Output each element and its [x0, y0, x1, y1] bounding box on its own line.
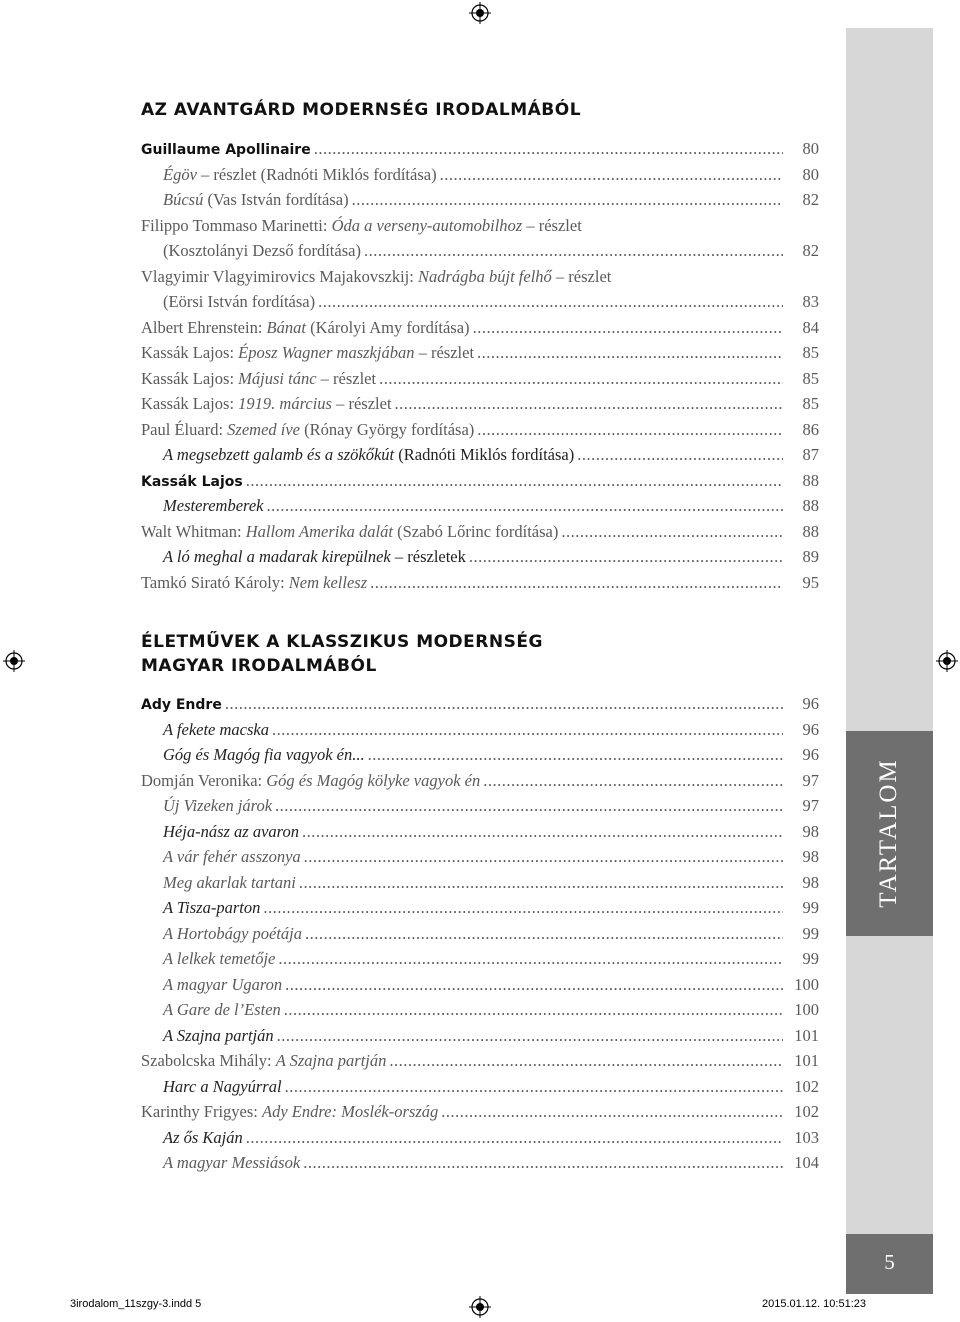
side-tab-label-box: [846, 731, 933, 936]
leader-dots: [299, 870, 783, 896]
toc-entry-title: [163, 972, 282, 998]
work-title: Góg és Magóg fia vagyok én...: [163, 745, 365, 764]
toc-entry-title: [163, 1125, 243, 1151]
toc-entry-title: [163, 921, 302, 947]
toc-page-number: 100: [794, 974, 819, 994]
entry-text: (Eörsi István fordítása): [163, 292, 316, 311]
work-title: Harc a Nagyúrral: [163, 1076, 282, 1096]
page-number: 5: [884, 1250, 895, 1274]
toc-page-number: 82: [802, 190, 819, 209]
toc-page-number: 98: [802, 872, 819, 892]
toc-entry-title: [141, 213, 582, 239]
toc-page-number: 98: [802, 821, 819, 841]
work-title: A magyar Ugaron: [163, 974, 283, 994]
toc-author-heading: Ady Endre: [141, 697, 222, 713]
toc-entry: [141, 1048, 819, 1074]
toc-page-number: 101: [794, 1025, 819, 1045]
toc-entry-title: [163, 187, 349, 213]
entry-text: Kassák Lajos:: [141, 394, 239, 413]
entry-text: – részlet: [414, 343, 475, 362]
leader-dots: [477, 417, 783, 443]
work-title: Ady Endre: Moslék-ország: [262, 1102, 439, 1121]
entry-text: (Kosztolányi Dezső fordítása): [163, 241, 361, 260]
toc-list: [141, 136, 819, 595]
toc-entry: [141, 366, 819, 392]
toc-page-number: 88: [802, 496, 819, 515]
leader-dots: [577, 442, 783, 468]
toc-page-number: 102: [794, 1076, 819, 1096]
leader-dots: [364, 238, 783, 264]
leader-dots: [483, 768, 783, 794]
registration-mark-icon: [936, 650, 958, 672]
toc-page-number: 88: [802, 521, 819, 541]
work-title: Égöv: [163, 164, 197, 184]
toc-entry-title: [163, 442, 574, 468]
toc-entry: [141, 570, 819, 596]
entry-text: – részlet: [316, 368, 377, 388]
leader-dots: [303, 1150, 783, 1176]
work-title: Búcsú: [163, 190, 204, 209]
toc-page-number: 102: [794, 1102, 819, 1121]
section-heading: AZ AVANTGÁRD MODERNSÉG IRODALMÁBÓL: [141, 100, 582, 120]
toc-entry-title: [163, 1023, 274, 1049]
work-title: Májusi tánc: [238, 368, 317, 388]
leader-dots: [368, 742, 783, 768]
toc-entry: [141, 921, 819, 947]
entry-text: – részlet: [522, 215, 582, 235]
leader-dots: [441, 1099, 783, 1125]
toc-entry-title: [163, 946, 275, 972]
work-title: A Gare de l’Esten: [163, 1000, 281, 1019]
work-title: Bánat: [266, 317, 306, 337]
toc-entry: [141, 315, 819, 341]
leader-dots: [477, 340, 783, 366]
toc-page-number: 100: [794, 1000, 819, 1019]
toc-entry: [141, 972, 819, 998]
leader-dots: [263, 895, 783, 921]
entry-text: Vlagyimir Vlagyimirovics Majakovszkij:: [141, 266, 418, 286]
work-title: Héja-nász az avaron: [163, 821, 299, 841]
toc-entry: [141, 1023, 819, 1049]
leader-dots: [379, 366, 783, 392]
entry-text: – részlet (Radnóti Miklós fordítása): [196, 164, 437, 184]
toc-entry: [141, 238, 819, 264]
toc-entry-title: [163, 1074, 282, 1100]
work-title: Hallom Amerika dalát: [245, 521, 393, 541]
leader-dots: [272, 717, 783, 743]
toc-entry-title: [163, 844, 301, 870]
toc-entry: [141, 819, 819, 845]
toc-page-number: 96: [802, 694, 819, 713]
leader-dots: [246, 1125, 783, 1151]
toc-entry-title: [141, 1048, 386, 1074]
side-tab-label: TARTALOM: [875, 758, 902, 908]
toc-page-number: 103: [794, 1127, 819, 1147]
toc-entry: [141, 1074, 819, 1100]
work-title: Az ős Kaján: [163, 1127, 243, 1147]
work-title: A magyar Messiások: [163, 1153, 301, 1172]
entry-text: – részlet: [551, 266, 612, 286]
toc-page-number: 99: [802, 898, 819, 917]
toc-page-number: 85: [802, 394, 819, 413]
toc-entry: [141, 187, 819, 213]
work-title: A megsebzett galamb és a szökőkút: [163, 445, 395, 464]
entry-text: (Vas István fordítása): [203, 190, 349, 209]
entry-text: Domján Veronika:: [141, 770, 267, 790]
entry-text: Kassák Lajos:: [141, 368, 239, 388]
leader-dots: [352, 187, 783, 213]
toc-entry: [141, 417, 819, 443]
toc-entry: [141, 442, 819, 468]
toc-entry-title: [163, 1150, 300, 1176]
toc-author-heading: Kassák Lajos: [141, 473, 243, 490]
toc-entry: [141, 391, 819, 417]
toc-page-number: 85: [802, 343, 819, 362]
toc-entry: [141, 895, 819, 921]
work-title: A lelkek temetője: [163, 949, 276, 968]
footer-file-slug: 3irodalom_11szgy-3.indd 5: [70, 1298, 202, 1310]
toc-entry: [141, 213, 819, 239]
entry-text: – részlet: [331, 394, 392, 413]
entry-text: (Rónay György fordítása): [300, 419, 475, 439]
toc-entry: [141, 870, 819, 896]
work-title: Óda a verseny-automobilhoz: [331, 215, 523, 235]
work-title: A Tisza-parton: [163, 898, 261, 917]
toc-entry-title: [141, 519, 558, 545]
toc-entry: [141, 264, 819, 290]
entry-text: Paul Éluard:: [141, 419, 228, 439]
toc-entry: [141, 340, 819, 366]
entry-text: Tamkó Sirató Károly:: [141, 572, 289, 592]
leader-dots: [285, 972, 783, 998]
leader-dots: [473, 315, 783, 341]
leader-dots: [304, 844, 783, 870]
leader-dots: [278, 946, 783, 972]
toc-entry-title: [163, 162, 437, 188]
registration-mark-icon: [3, 650, 25, 672]
entry-text: Filippo Tommaso Marinetti:: [141, 215, 332, 235]
toc-page-number: 83: [802, 292, 819, 311]
leader-dots: [302, 819, 783, 845]
toc-entry-title: [163, 717, 269, 743]
toc-entry-title: [163, 493, 263, 519]
work-title: A ló meghal a madarak kirepülnek: [163, 547, 391, 566]
toc-page-number: 85: [802, 368, 819, 388]
toc-entry: [141, 519, 819, 545]
toc-entry: [141, 1125, 819, 1151]
leader-dots: [285, 1074, 783, 1100]
toc-entry-title: [163, 870, 296, 896]
work-title: 1919. március: [238, 394, 332, 413]
toc-entry: [141, 136, 819, 162]
work-title: Új Vizeken járok: [163, 796, 273, 815]
toc-page-number: 99: [802, 923, 819, 943]
toc-page-number: 84: [802, 317, 819, 337]
leader-dots: [395, 391, 783, 417]
leader-dots: [225, 691, 783, 717]
toc-page-number: 97: [802, 796, 819, 815]
leader-dots: [284, 997, 783, 1023]
page-number-box: [846, 1234, 933, 1294]
side-tab: [846, 28, 933, 1294]
work-title: A Szajna partján: [163, 1025, 274, 1045]
work-title: A Szajna partján: [275, 1051, 387, 1070]
toc-entry: [141, 1150, 819, 1176]
toc-entry: [141, 793, 819, 819]
leader-dots: [389, 1048, 783, 1074]
registration-mark-icon: [469, 2, 491, 24]
section-heading: ÉLETMŰVEK A KLASSZIKUS MODERNSÉG: [141, 632, 543, 652]
work-title: A vár fehér asszonya: [163, 847, 301, 866]
entry-text: Albert Ehrenstein:: [141, 317, 267, 337]
leader-dots: [318, 289, 783, 315]
leader-dots: [266, 493, 783, 519]
work-title: A fekete macska: [163, 719, 269, 739]
entry-text: (Szabó Lőrinc fordítása): [392, 521, 559, 541]
toc-page-number: 96: [802, 745, 819, 764]
toc-entry-title: [163, 544, 466, 570]
toc-entry: [141, 717, 819, 743]
leader-dots: [440, 162, 783, 188]
entry-text: – részletek: [390, 547, 466, 566]
toc-entry-title: [141, 315, 470, 341]
leader-dots: [275, 793, 783, 819]
toc-list: [141, 691, 819, 1176]
leader-dots: [561, 519, 783, 545]
toc-entry-title: [141, 1099, 438, 1125]
entry-text: Kassák Lajos:: [141, 343, 239, 362]
footer-date-slug: 2015.01.12. 10:51:23: [762, 1298, 866, 1310]
toc-entry: [141, 468, 819, 494]
toc-entry: [141, 946, 819, 972]
toc-page-number: 88: [802, 470, 819, 490]
entry-text: Karinthy Frigyes:: [141, 1102, 262, 1121]
toc-page-number: 86: [802, 419, 819, 439]
toc-page-number: 104: [794, 1153, 819, 1172]
work-title: Szemed íve: [227, 419, 300, 439]
leader-dots: [277, 1023, 783, 1049]
toc-entry-title: [141, 340, 474, 366]
toc-entry-title: [163, 793, 272, 819]
toc-entry-title: [163, 742, 365, 768]
entry-text: Szabolcska Mihály:: [141, 1051, 276, 1070]
toc-page-number: 97: [802, 770, 819, 790]
toc-page-number: 96: [802, 719, 819, 739]
toc-entry: [141, 1099, 819, 1125]
toc-entry: [141, 768, 819, 794]
toc-page-number: 89: [802, 547, 819, 566]
registration-mark-icon: [469, 1296, 491, 1318]
leader-dots: [305, 921, 783, 947]
toc-page-number: 101: [794, 1051, 819, 1070]
toc-entry-title: [141, 366, 376, 392]
leader-dots: [246, 468, 783, 494]
toc-entry: [141, 544, 819, 570]
toc-page-number: 95: [802, 572, 819, 592]
work-title: Góg és Magóg kölyke vagyok én: [266, 770, 481, 790]
toc-entry: [141, 844, 819, 870]
toc-page-number: 98: [802, 847, 819, 866]
toc-page-number: 99: [802, 949, 819, 968]
work-title: Éposz Wagner maszkjában: [238, 343, 415, 362]
toc-entry-title: [141, 570, 367, 596]
toc-entry-title: [141, 391, 392, 417]
leader-dots: [469, 544, 783, 570]
toc-entry-title: [163, 895, 260, 921]
work-title: Meg akarlak tartani: [163, 872, 296, 892]
toc-entry: [141, 493, 819, 519]
toc-entry-title: [141, 768, 480, 794]
leader-dots: [314, 136, 783, 162]
toc-entry-title: [163, 289, 315, 315]
work-title: A Hortobágy poétája: [163, 923, 303, 943]
toc-entry: [141, 289, 819, 315]
toc-page-number: 87: [802, 445, 819, 464]
work-title: Nadrágba bújt felhő: [417, 266, 552, 286]
toc-entry-title: [163, 997, 281, 1023]
work-title: Nem kellesz: [288, 572, 368, 592]
toc-page-number: 80: [802, 164, 819, 184]
toc-entry: [141, 691, 819, 717]
toc-entry: [141, 162, 819, 188]
toc-entry-title: [163, 238, 361, 264]
toc-entry-title: [163, 819, 299, 845]
toc-page-number: 80: [802, 139, 819, 158]
entry-text: (Károlyi Amy fordítása): [305, 317, 470, 337]
toc-author-heading: Guillaume Apollinaire: [141, 142, 311, 158]
entry-text: (Radnóti Miklós fordítása): [394, 445, 575, 464]
section-heading-line-2: MAGYAR IRODALMÁBÓL: [141, 656, 377, 676]
leader-dots: [370, 570, 783, 596]
toc-entry-title: [141, 417, 474, 443]
toc-entry: [141, 742, 819, 768]
entry-text: Walt Whitman:: [141, 521, 246, 541]
toc-entry-title: [141, 264, 611, 290]
toc-entry: [141, 997, 819, 1023]
work-title: Mesteremberek: [163, 496, 264, 515]
toc-page-number: 82: [802, 241, 819, 260]
